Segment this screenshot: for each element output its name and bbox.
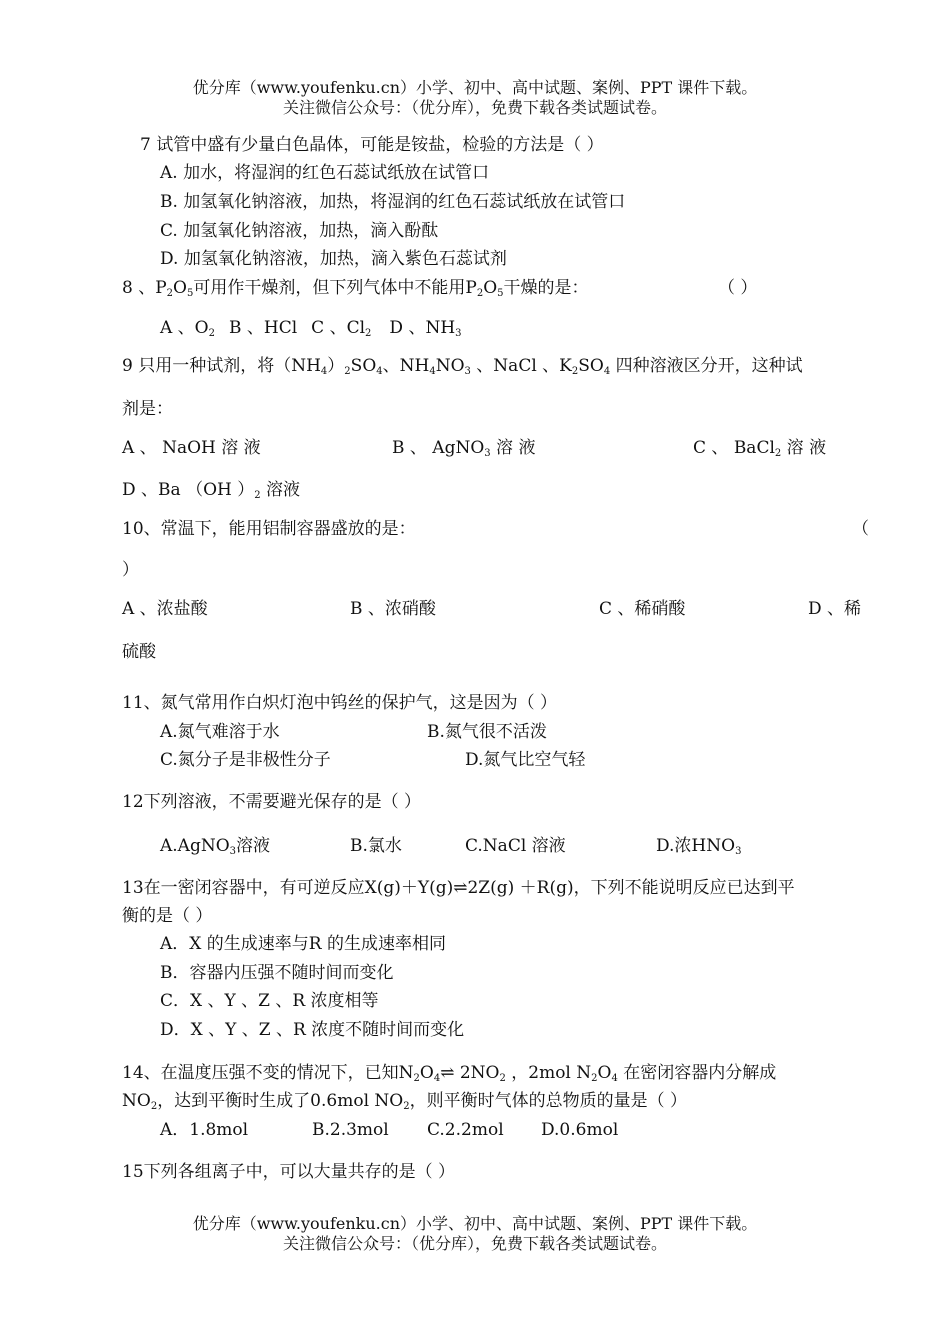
q14-option-b: B.2.3mol: [312, 1120, 389, 1140]
q12-option-a: A.AgNO$_3$溶液: [160, 836, 271, 857]
q7-option-d: D. 加氢氧化钠溶液，加热，滴入紫色石蕊试剂: [160, 249, 507, 269]
q10-option-c: C 、稀硝酸: [599, 599, 686, 619]
q11-option-c: C.氮分子是非极性分子: [160, 750, 331, 770]
q7-option-a: A. 加水，将湿润的红色石蕊试纸放在试管口: [160, 163, 490, 183]
q13-option-c: C．X 、Y 、Z 、R 浓度相等: [160, 991, 379, 1011]
q9-option-b: B 、 AgNO$_3$ 溶 液: [392, 438, 536, 459]
q9-stem-cont: 剂是：: [122, 399, 173, 419]
q14-option-d: D.0.6mol: [541, 1120, 619, 1140]
q7-stem: 7 试管中盛有少量白色晶体，可能是铵盐，检验的方法是（ ）: [140, 135, 604, 155]
q10-option-d-cont: 硫酸: [122, 642, 156, 662]
q8-options: A 、$O_2$ B 、HCl C 、$Cl_2$ D 、$NH_3$: [160, 318, 462, 339]
q13-option-d: D．X 、Y 、Z 、R 浓度不随时间而变化: [160, 1020, 465, 1040]
q11-option-d: D.氮气比空气轻: [465, 750, 586, 770]
q13-stem-cont: 衡的是（ ）: [122, 906, 213, 926]
q11-stem: 11、氮气常用作白炽灯泡中钨丝的保护气，这是因为（ ）: [122, 693, 558, 713]
q12-option-b: B.氯水: [350, 836, 402, 856]
q12-option-c: C.NaCl 溶液: [465, 836, 566, 856]
q10-option-d: D 、稀: [808, 599, 862, 619]
q13-option-a: A．X 的生成速率与R 的生成速率相同: [160, 934, 446, 954]
page-footer-line1: 优分库（www.youfenku.cn）小学、初中、高中试题、案例、PPT 课件下载。: [192, 1214, 758, 1233]
q14-option-a: A．1.8mol: [160, 1120, 249, 1140]
q14-stem-cont: $NO_2$，达到平衡时生成了0.6mol $NO_2$，则平衡时气体的总物质的量是（ ）: [122, 1091, 688, 1112]
q9-option-d: D 、Ba （OH ）$_2$ 溶液: [122, 480, 301, 501]
page-footer-line2: 关注微信公众号：（优分库），免费下载各类试题试卷。: [282, 1234, 667, 1253]
page-header-line1: 优分库（www.youfenku.cn）小学、初中、高中试题、案例、PPT 课件下载。: [192, 78, 758, 97]
q8-stem: 8 、$P_2O_5$可用作干燥剂，但下列气体中不能用$P_2O_5$干燥的是：: [122, 278, 589, 299]
q9-option-a: A 、 NaOH 溶 液: [122, 438, 261, 458]
q14-stem: 14、在温度压强不变的情况下，已知$N_2O_4\rightleftharpoons$ $2NO_2$ ，2mol $N_2O_4$ 在密闭容器内分解成: [122, 1063, 777, 1084]
q8-answer-paren: （ ）: [718, 278, 758, 298]
q10-paren-close: ）: [122, 560, 139, 580]
q7-option-b: B. 加氢氧化钠溶液，加热，将湿润的红色石蕊试纸放在试管口: [160, 192, 626, 212]
q13-option-b: B．容器内压强不随时间而变化: [160, 963, 394, 983]
q10-stem: 10、常温下，能用铝制容器盛放的是：: [122, 519, 416, 539]
q10-option-b: B 、浓硝酸: [350, 599, 436, 619]
q13-stem: 13在一密闭容器中，有可逆反应X(g)＋Y(g)⇌2Z(g) ＋R(g)，下列不能说明反应已达到平: [122, 878, 795, 898]
q10-paren-open: （: [852, 519, 869, 539]
q9-option-c: C 、 BaCl$_2$ 溶 液: [693, 438, 827, 459]
q7-option-c: C. 加氢氧化钠溶液，加热，滴入酚酞: [160, 221, 439, 241]
q12-option-d: D.浓$HNO_3$: [656, 836, 742, 857]
q15-stem: 15下列各组离子中，可以大量共存的是（ ）: [122, 1162, 456, 1182]
q11-option-a: A.氮气难溶于水: [160, 722, 280, 742]
q12-stem: 12下列溶液，不需要避光保存的是（ ）: [122, 792, 422, 812]
q14-option-c: C.2.2mol: [427, 1120, 504, 1140]
q11-option-b: B.氮气很不活泼: [427, 722, 547, 742]
q10-option-a: A 、浓盐酸: [122, 599, 208, 619]
page-header-line2: 关注微信公众号：（优分库），免费下载各类试题试卷。: [282, 98, 667, 117]
q9-stem: 9 只用一种试剂，将$(NH_4)_2SO_4$、$NH_4NO_3$ 、NaCl 、$K_2SO_4$ 四种溶液区分开，这种试: [122, 356, 803, 377]
